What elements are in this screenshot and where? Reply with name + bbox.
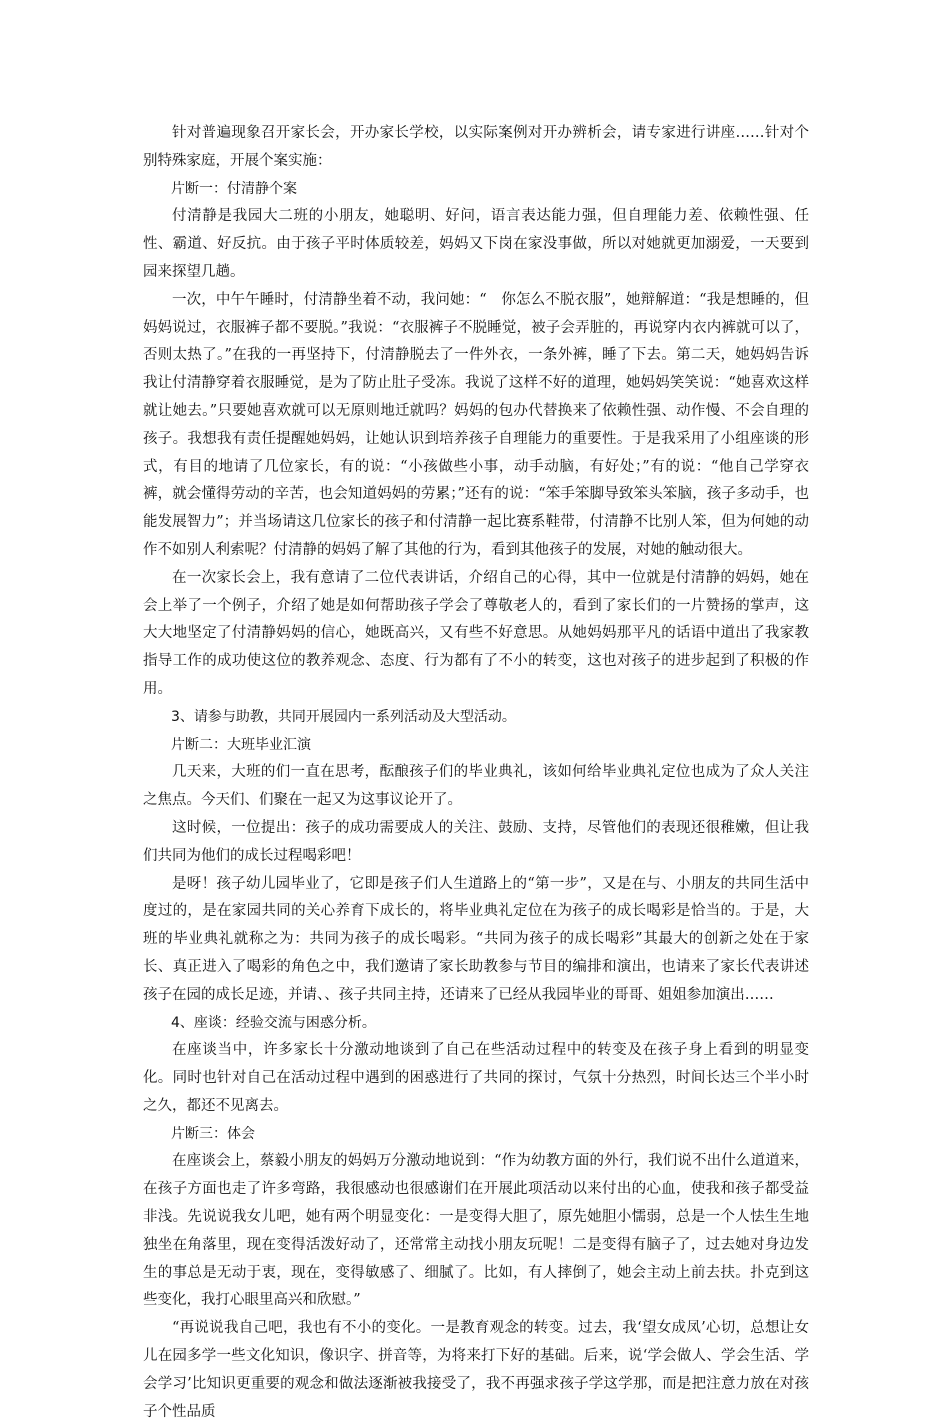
numbered-heading-3: 3、请参与助教，共同开展园内一系列活动及大型活动。 — [171, 708, 516, 725]
document-body — [143, 120, 809, 1426]
body-paragraph: 付清静是我园大二班的小朋友，她聪明、好问，语言表达能力强，但自理能力差、依赖性强、任性、霸道、好反抗。由于孩子平时体质较差，妈妈又下岗在家没事做，所以对她就更加溺爱，一天要到园来探望几趟。 — [143, 208, 809, 280]
body-paragraph: 在座谈会上，蔡毅小朋友的妈妈万分激动地说到：“作为幼教方面的外行，我们说不出什么道道来，在孩子方面也走了许多弯路，我很感动也很感谢们在开展此项活动以来付出的心血，使我和孩子都受益非浅。先说说我女儿吧，她有两个明显变化：一是变得大胆了，原先她胆小懦弱，总是一个人怯生生地独坐在角落里，现在变得活泼好动了，还常常主动找小朋友玩呢！二是变得有脑子了，过去她对身边发生的事总是无动于衷，现在，变得敏感了、细腻了。比如，有人摔倒了，她会主动上前去扶。扑克到这些变化，我打心眼里高兴和欣慰。” — [143, 1153, 809, 1309]
section-heading-fragment-2: 片断二：大班毕业汇演 — [171, 736, 311, 753]
section-heading-fragment-1: 片断一：付清静个案 — [171, 180, 297, 197]
body-paragraph: 一次，中午午睡时，付清静坐着不动，我问她：“ 你怎么不脱衣服”，她辩解道：“我是想睡的，但妈妈说过，衣服裤子都不要脱。”我说：“衣服裤子不脱睡觉，被子会弄脏的，再说穿内衣内裤就可以了，否则太热了。”在我的一再坚持下，付清静脱去了一件外衣，一条外裤，睡了下去。第二天，她妈妈告诉我让付清静穿着衣服睡觉，是为了防止肚子受冻。我说了这样不好的道理，她妈妈笑笑说：“她喜欢这样就让她去。”只要她喜欢就可以无原则地迁就吗？妈妈的包办代替换来了依赖性强、动作慢、不会自理的孩子。我想我有责任提醒她妈妈，让她认识到培养孩子自理能力的重要性。于是我采用了小组座谈的形式，有目的地请了几位家长，有的说：“小孩做些小事，动手动脑，有好处；”有的说：“他自己学穿衣裤，就会懂得劳动的辛苦，也会知道妈妈的劳累；”还有的说：“笨手笨脚导致笨头笨脑，孩子多动手，也能发展智力”；并当场请这几位家长的孩子和付清静一起比赛系鞋带，付清静不比别人笨，但为何她的动作不如别人利索呢？付清静的妈妈了解了其他的行为，看到其他孩子的发展，对她的触动很大。 — [143, 291, 809, 558]
section-heading-fragment-3: 片断三：体会 — [171, 1125, 255, 1142]
numbered-heading-4: 4、座谈：经验交流与困惑分析。 — [171, 1014, 376, 1031]
body-paragraph: 在一次家长会上，我有意请了二位代表讲话，介绍自己的心得，其中一位就是付清静的妈妈，她在会上举了一个例子，介绍了她是如何帮助孩子学会了尊敬老人的，看到了家长们的一片赞扬的掌声，这大大地坚定了付清静妈妈的信心，她既高兴，又有些不好意思。从她妈妈那平凡的话语中道出了我家教指导工作的成功使这位的教养观念、态度、行为都有了不小的转变，这也对孩子的进步起到了积极的作用。 — [143, 569, 809, 697]
body-paragraph: 是呀！孩子幼儿园毕业了，它即是孩子们人生道路上的“第一步”，又是在与、小朋友的共同生活中度过的，是在家园共同的关心养育下成长的，将毕业典礼定位在为孩子的成长喝彩是恰当的。于是，大班的毕业典礼就称之为：共同为孩子的成长喝彩。“共同为孩子的成长喝彩”其最大的创新之处在于家长、真正进入了喝彩的角色之中，我们邀请了家长助教参与节目的编排和演出，也请来了家长代表讲述孩子在园的成长足迹，并请、、孩子共同主持，还请来了已经从我园毕业的哥哥、姐姐参加演出…… — [143, 875, 809, 1003]
intro-paragraph: 针对普遍现象召开家长会，开办家长学校，以实际案例对开办辨析会，请专家进行讲座……针对个别特殊家庭，开展个案实施： — [143, 125, 809, 169]
body-paragraph: 在座谈当中，许多家长十分激动地谈到了自己在些活动过程中的转变及在孩子身上看到的明显变化。同时也针对自己在活动过程中遇到的困惑进行了共同的探讨，气氛十分热烈，时间长达三个半小时之久，都还不见离去。 — [143, 1042, 809, 1114]
body-paragraph: “再说说我自己吧，我也有不小的变化。一是教育观念的转变。过去，我‘望女成凤’心切，总想让女儿在园多学一些文化知识，像识字、拼音等，为将来打下好的基础。后来，说‘学会做人、学会生活、学会学习’比知识更重要的观念和做法逐渐被我接受了，我不再强求孩子学这学那，而是把注意力放在对孩子个性品质 — [143, 1320, 809, 1420]
body-paragraph: 几天来，大班的们一直在思考，酝酿孩子们的毕业典礼，该如何给毕业典礼定位也成为了众人关注之焦点。今天们、们聚在一起又为这事议论开了。 — [143, 764, 809, 809]
body-paragraph: 这时候，一位提出：孩子的成功需要成人的关注、鼓励、支持，尽管他们的表现还很稚嫩，但让我们共同为他们的成长过程喝彩吧！ — [143, 819, 809, 864]
